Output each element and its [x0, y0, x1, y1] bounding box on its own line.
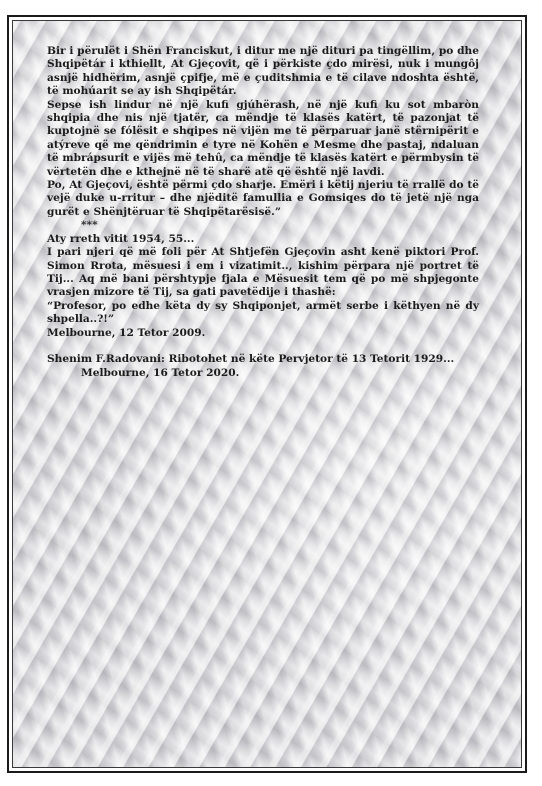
- republish-note: Shenim F.Radovani: Ribotohet në këte Pervjetor të 13 Tetorit 1929...: [47, 353, 455, 366]
- paragraph-2: Sepse ish lindur në një kufi gjúhërash, në një kufi ku sot mbaròn shqipia dhe nis një tjatër, ca mëndje të klasës katërt, të pazonjat të kuptojnë se fólësit e shqipes në vijën me të përparuar janë stërnipërit e atýreve që me qëndrimin e tyre në Kohën e Mesme dhe pastaj, ndaluan të mbrápsurit e vijës më tehû, ca mëndje të klasës katërt e përmbysin të vërtetën dhe e kthejnë në të sharë atë që është një lavdi.: [47, 98, 479, 178]
- dateline-2020: Melbourne, 16 Tetor 2020.: [81, 366, 240, 379]
- paragraph-4: Aty rreth vitit 1954, 55...: [47, 232, 195, 245]
- article-body: [47, 45, 479, 380]
- paragraph-5: I pari njeri që më foli për At Shtjefën Gjeçovin asht kenë piktori Prof. Simon Rrota, mësuesi i em i vizatimit.., kishim përpara një portret të Tij... Aq më bani përshtypje fjala e Mësuesit tem që po më shpjegonte vrasjen mizore të Tij, sa gati pavetëdije i thashë:: [47, 246, 479, 299]
- dateline-2009: Melbourne, 12 Tetor 2009.: [47, 326, 206, 339]
- spacer: [47, 340, 479, 353]
- section-divider: ***: [81, 219, 98, 232]
- paragraph-1: Bir i përulët i Shën Franciskut, i ditur me një dituri pa tingëllim, po dhe Shqipëtár i kthiellt, At Gjeçovit, që i përkiste çdo mirësi, nuk i mungôj asnjë hidhërim, asnjë çpifje, më e çuditshmia e të cilave ndoshta është, të mohúarit se ay ish Shqipëtár.: [47, 45, 479, 98]
- paragraph-6: “Profesor, po edhe këta dy sy Shqiponjet, armët serbe i këthyen në dy shpella..?!”: [47, 299, 479, 326]
- paragraph-3: Po, At Gjeçovi, është përmi çdo sharje. Emëri i këtij njeriu të rrallë do të vejë duke u-rritur – dhe njëditë famullia e Gomsiqes do të jetë një nga gurët e Shënjtëruar të Shqipëtarësisë.”: [47, 179, 479, 218]
